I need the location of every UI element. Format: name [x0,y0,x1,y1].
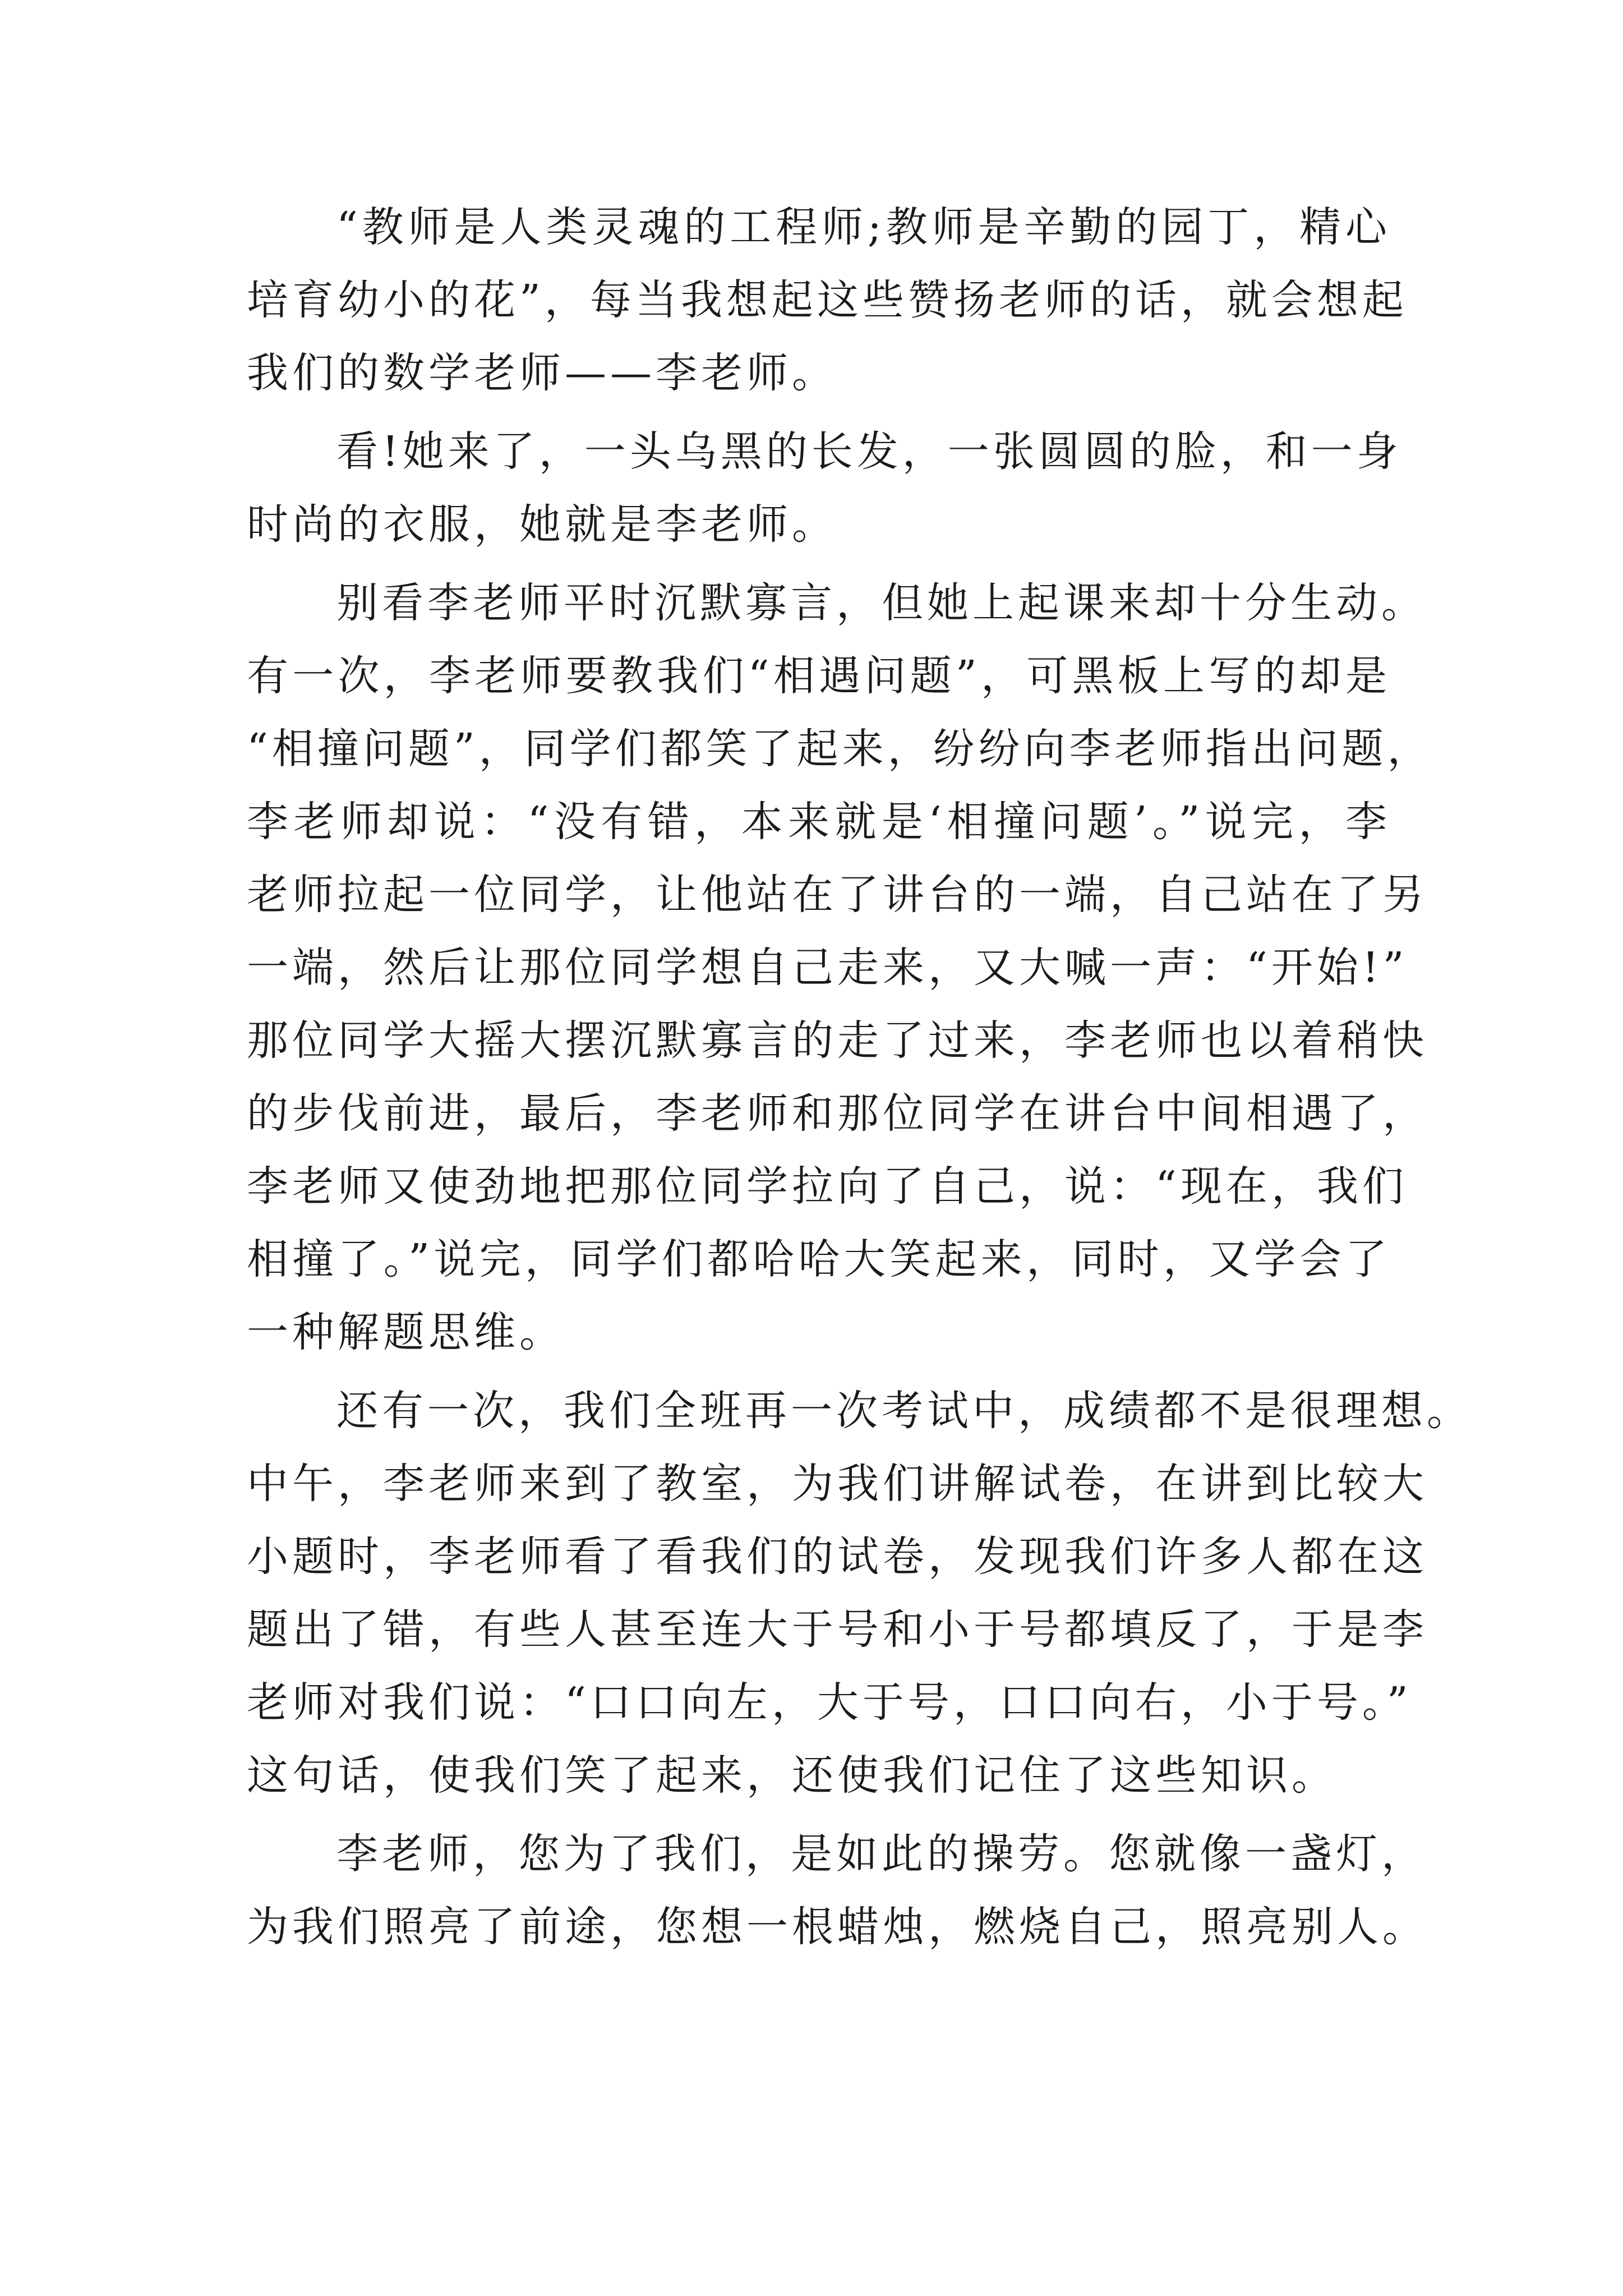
text-line: 的步伐前进，最后，李老师和那位同学在讲台中间相遇了， [247,1089,1428,1138]
text-line: 相撞了。”说完，同学们都哈哈大笑起来，同时，又学会了 [247,1235,1391,1283]
text-line: “教师是人类灵魂的工程师;教师是辛勤的园丁，精心 [336,203,1391,251]
text-line: 李老师，您为了我们，是如此的操劳。您就像一盏灯， [336,1830,1427,1878]
text-line: 李老师却说：“没有错，本来就是‘相撞问题’。”说完，李 [247,798,1391,846]
text-line: 为我们照亮了前途，您想一根蜡烛，燃烧自己，照亮别人。 [247,1903,1428,1951]
text-line: 老师拉起一位同学，让他站在了讲台的一端，自己站在了另 [247,871,1428,919]
text-line: 那位同学大摇大摆沉默寡言的走了过来，李老师也以着稍快 [247,1016,1428,1065]
text-line: 这句话，使我们笑了起来，还使我们记住了这些知识。 [247,1751,1337,1800]
text-line: 看!她来了，一头乌黑的长发，一张圆圆的脸，和一身 [336,427,1402,476]
text-line: “相撞问题”，同学们都笑了起来，纷纷向李老师指出问题， [247,725,1433,773]
text-line: 别看李老师平时沉默寡言，但她上起课来却十分生动。 [336,579,1427,627]
text-line: 小题时，李老师看了看我们的试卷，发现我们许多人都在这 [247,1533,1428,1581]
text-line: 李老师又使劲地把那位同学拉向了自己，说：“现在，我们 [247,1162,1408,1211]
text-line: 还有一次，我们全班再一次考试中，成绩都不是很理想。 [336,1387,1472,1435]
text-line: 有一次，李老师要教我们“相遇问题”，可黑板上写的却是 [247,652,1391,700]
text-line: 老师对我们说：“口口向左，大于号，口口向右，小于号。” [247,1678,1412,1727]
text-line: 中午，李老师来到了教室，为我们讲解试卷，在讲到比较大 [247,1460,1428,1508]
text-line: 我们的数学老师——李老师。 [247,349,837,397]
text-line: 一端，然后让那位同学想自己走来，又大喊一声：“开始!” [247,944,1408,992]
text-line: 一种解题思维。 [247,1308,565,1356]
text-line: 时尚的衣服，她就是李老师。 [247,500,837,549]
text-line: 题出了错，有些人甚至连大于号和小于号都填反了，于是李 [247,1605,1428,1654]
text-line: 培育幼小的花”，每当我想起这些赞扬老师的话，就会想起 [247,276,1408,324]
